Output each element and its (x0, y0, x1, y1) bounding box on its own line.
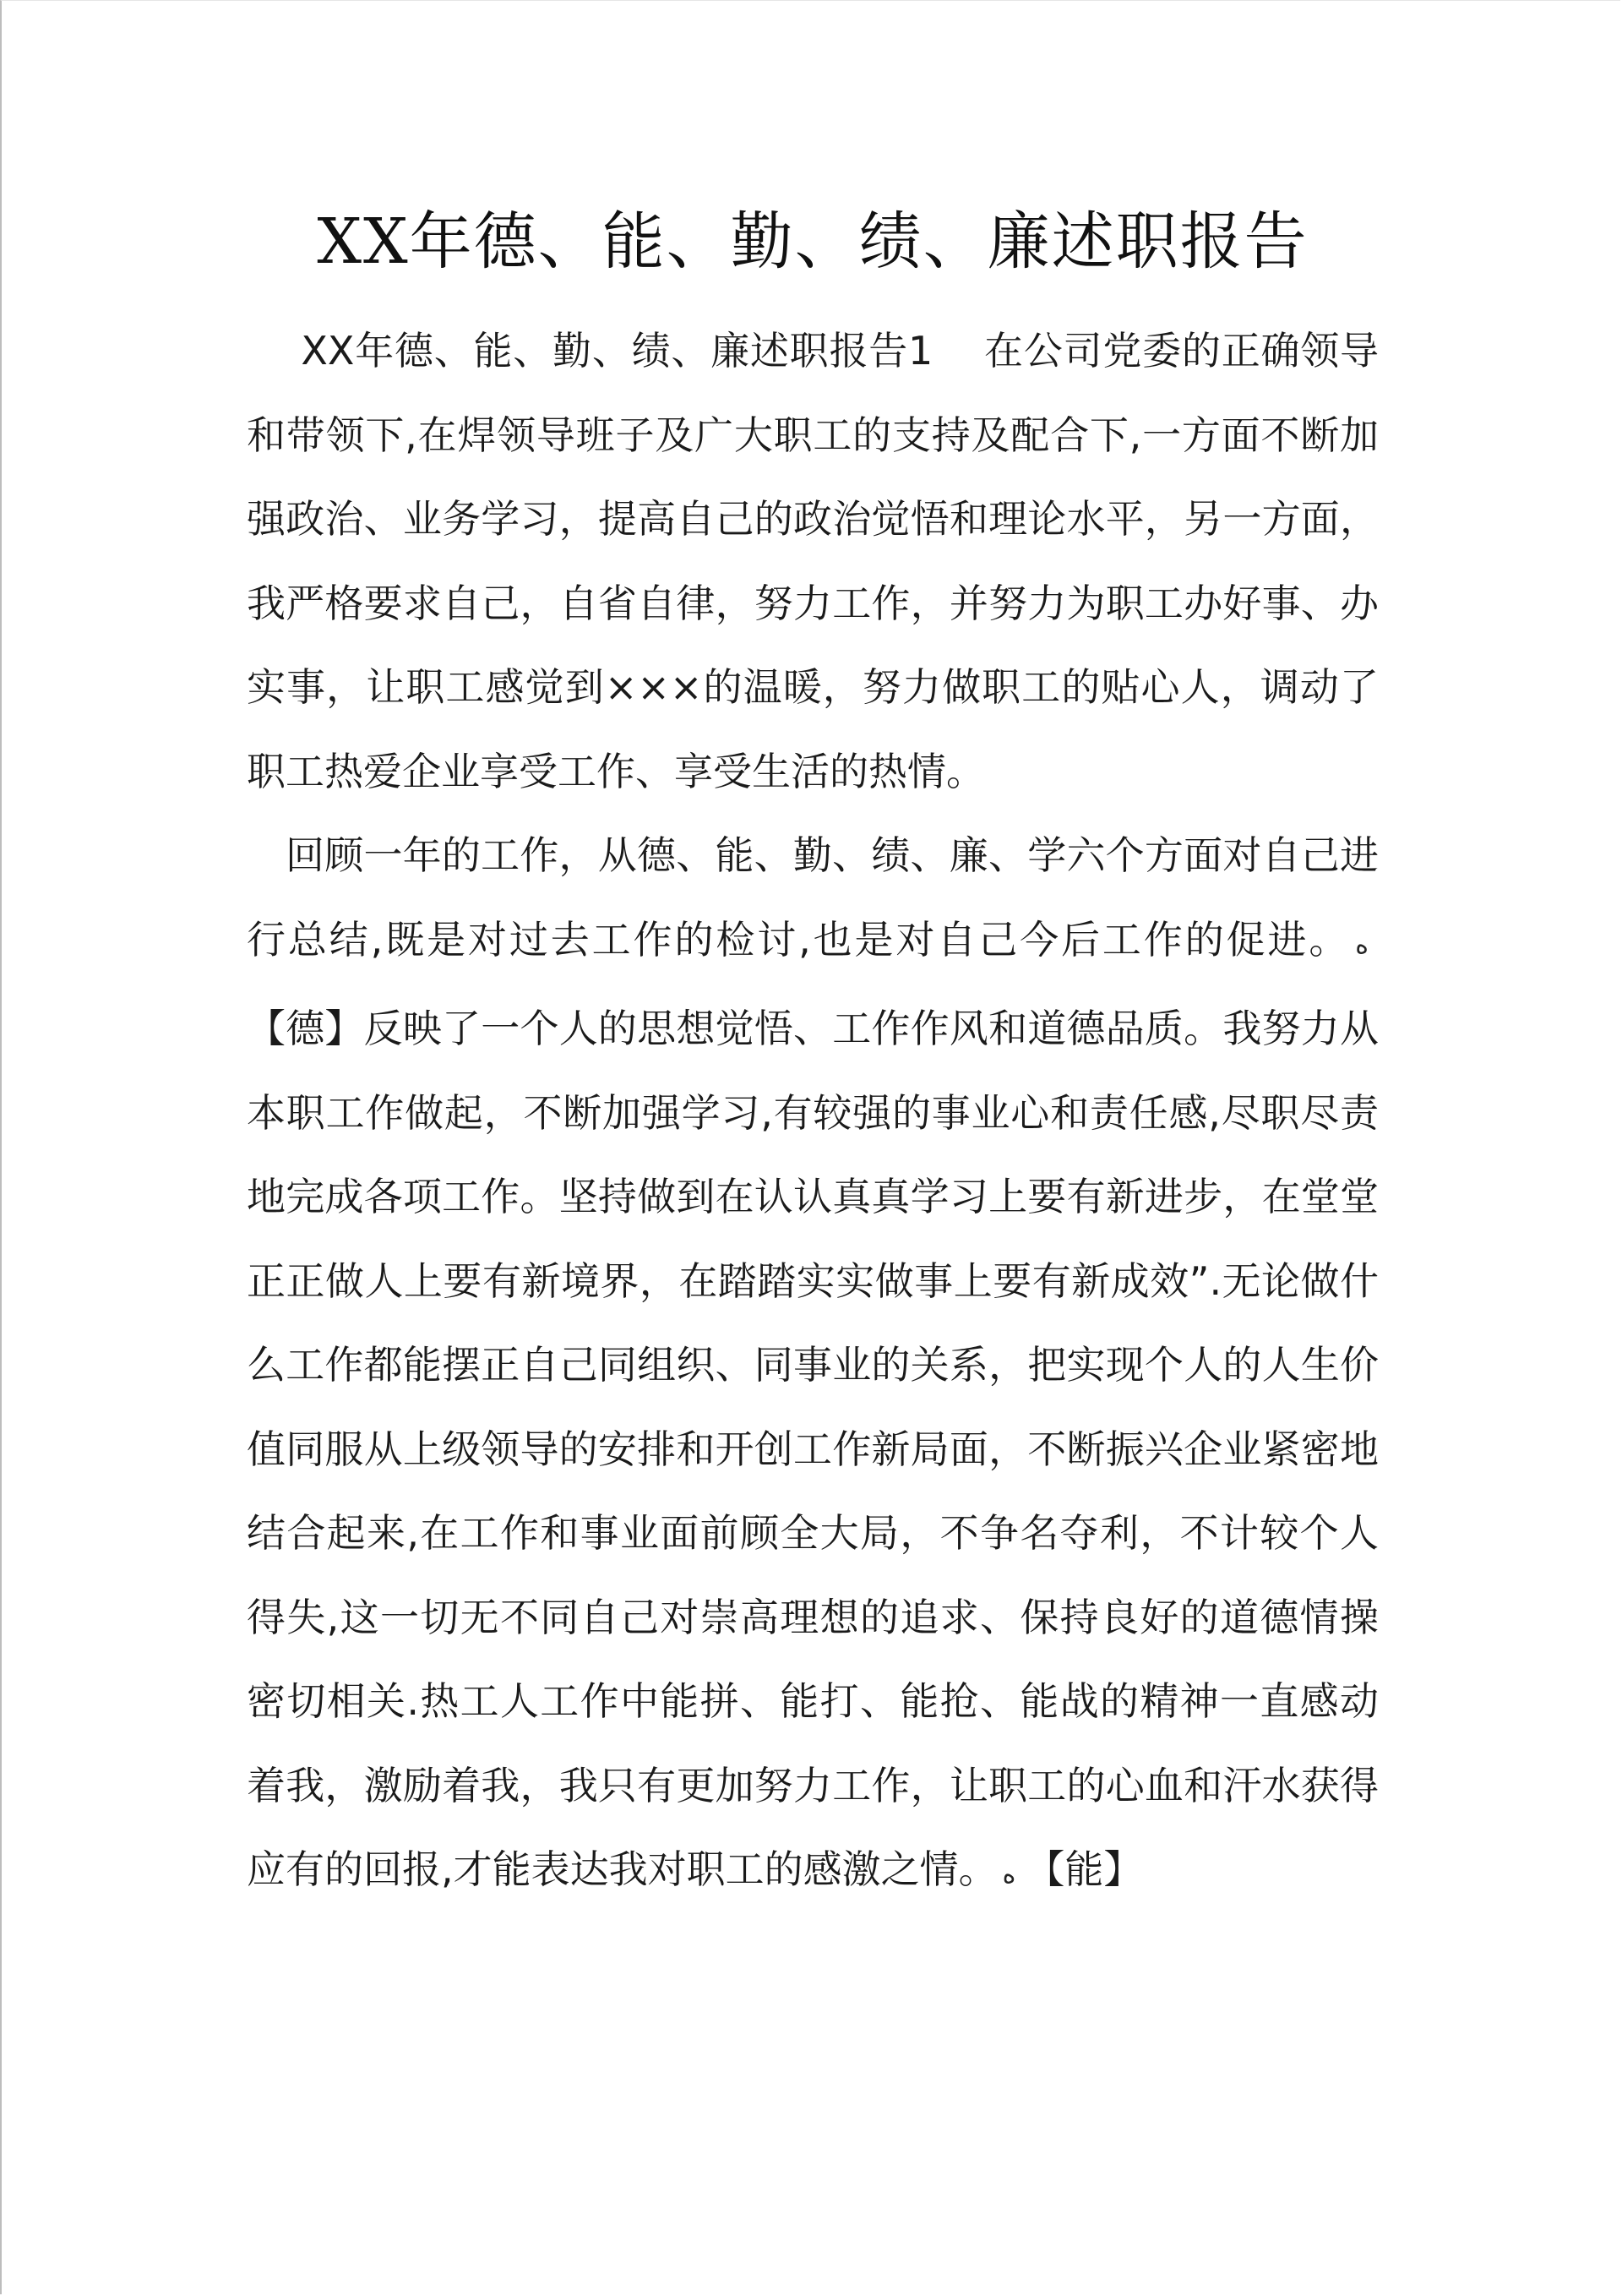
paragraph-2 (247, 814, 1379, 1917)
paragraph-1-heading: XX年德、能、勤、绩、廉述职报告1 (301, 328, 933, 374)
paragraph-2-text-a: 回顾一年的工作，从德、能、勤、绩、廉、学六个方面对自己进行总结,既是对过去工作的检讨,也是对自己今后工作的促进。 (247, 832, 1379, 963)
paragraph-mark-icon: ه (1355, 930, 1369, 960)
document-title: XX年德、能、勤、绩、廉述职报告 (317, 205, 1309, 278)
paragraph-mark-icon: ه (1002, 1860, 1016, 1890)
paragraph-2-text-c: 【能】 (1026, 1846, 1143, 1892)
paragraph-1-text: 在公司党委的正确领导和带领下,在焊领导班子及广大职工的支持及配合下,一方面不断加强政治、业务学习，提高自己的政治觉悟和理论水平，另一方面，我严格要求自己，自省自律，努力工作，并努力为职工办好事、办实事，让职工感觉到×××的温暖，努力做职工的贴心人，调动了职工热爱企业享受工作、享受生活的热情。 (247, 328, 1380, 794)
document-body (247, 309, 1379, 1917)
paragraph-1 (247, 309, 1379, 814)
paragraph-2-text-b: 【德】反映了一个人的思想觉悟、工作作风和道德品质。我努力从本职工作做起，不断加强学习,有较强的事业心和责任感,尽职尽责地完成各项工作。坚持做到在认认真真学习上要有新进步，在堂堂正正做人上要有新境界，在踏踏实实做事上要有新成效”.无论做什么工作都能摆正自己同组织、同事业的关系，把实现个人的人生价值同服从上级领导的安排和开创工作新局面，不断振兴企业紧密地结合起来,在工作和事业面前顾全大局，不争名夺利，不计较个人得失,这一切无不同自己对崇高理想的追求、保持良好的道德情操密切相关.热工人工作中能拼、能打、能抢、能战的精神一直感动着我，激励着我，我只有更加努力工作，让职工的心血和汗水获得应有的回报,才能表达我对职工的感激之情。 (247, 1006, 1379, 1892)
